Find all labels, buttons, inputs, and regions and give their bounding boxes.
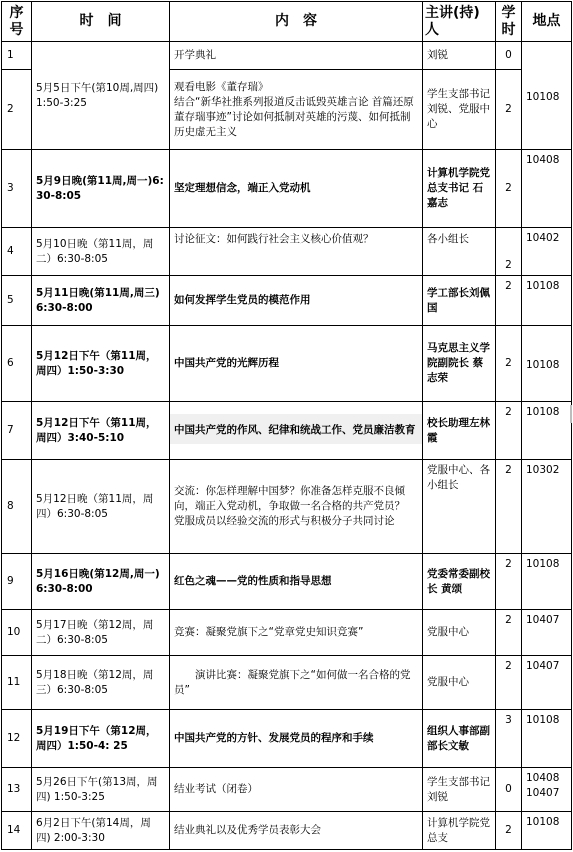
row-hours: 2 [496, 812, 522, 850]
row-time: 5月12日下午（第11周，周四）1:50-3:30 [32, 326, 170, 402]
row-hours: 2 [496, 554, 522, 610]
row-time: 5月11日晚(第11周,周三)6:30-8:00 [32, 276, 170, 326]
row-hours: 2 [496, 402, 522, 460]
row-no: 8 [2, 460, 32, 554]
row-content: 中国共产党的作风、纪律和统战工作、党员廉洁教育 [170, 402, 423, 460]
row-content: 坚定理想信念，端正入党动机 [170, 150, 423, 228]
row-place: 10108 [522, 42, 572, 150]
row-no: 7 [2, 402, 32, 460]
row-time: 6月2日下午(第14周，周四) 2:00-3:30 [32, 812, 170, 850]
row-no: 6 [2, 326, 32, 402]
row-no: 3 [2, 150, 32, 228]
table-row [2, 710, 572, 768]
row-place: 10108 [522, 812, 572, 850]
row-content: 观看电影《董存瑞》 结合“新华社推系列报道反击诋毁英雄言论 首篇还原董存瑞事迹”讨论如何抵制对英雄的污蔑、如何抵制历史虚无主义 [170, 70, 423, 150]
table-row [2, 460, 572, 554]
row-place: 10302 [522, 460, 572, 554]
row-content: 中国共产党的光辉历程 [170, 326, 423, 402]
table-row [2, 276, 572, 326]
table-row [2, 150, 572, 228]
row-place: 10407 [522, 656, 572, 710]
row-no: 10 [2, 610, 32, 656]
row-content: 讨论征文：如何践行社会主义核心价值观？ [170, 228, 423, 276]
header-no: 序号 [2, 2, 32, 42]
row-no: 11 [2, 656, 32, 710]
row-speaker: 计算机学院党总支书记 石嘉志 [423, 150, 496, 228]
row-time: 5月16日晚(第12周,周一) 6:30-8:00 [32, 554, 170, 610]
row-speaker: 刘锐 [423, 42, 496, 70]
row-speaker: 组织人事部副部长文敏 [423, 710, 496, 768]
row-place: 10108 [522, 710, 572, 768]
row-content: 结业考试（闭卷） [170, 768, 423, 812]
row-speaker: 学工部长刘佩国 [423, 276, 496, 326]
table-row [2, 42, 572, 70]
row-no: 12 [2, 710, 32, 768]
row-place: 10402 [522, 228, 572, 276]
row-hours: 2 [496, 150, 522, 228]
table-row [2, 656, 572, 710]
row-hours: 2 [496, 276, 522, 326]
row-place: 10108 [522, 554, 572, 610]
row-speaker: 学生支部书记刘锐、党服中心 [423, 70, 496, 150]
header-row [2, 2, 572, 42]
header-content: 内 容 [170, 2, 423, 42]
row-no: 14 [2, 812, 32, 850]
header-time: 时 间 [32, 2, 170, 42]
row-place: 10408 [522, 150, 572, 228]
row-place: 10408 10407 [522, 768, 572, 812]
row-content: 开学典礼 [170, 42, 423, 70]
row-hours: 2 [496, 326, 522, 402]
row-speaker: 校长助理左林霞 [423, 402, 496, 460]
row-no: 4 [2, 228, 32, 276]
table-row [2, 812, 572, 850]
row-hours: 2 [496, 228, 522, 276]
row-content: 演讲比赛：凝聚党旗下之“如何做一名合格的党员” [170, 656, 423, 710]
row-place: 10108 [522, 402, 572, 460]
row-time: 5月12日下午（第11周，周四）3:40-5:10 [32, 402, 170, 460]
row-content: 如何发挥学生党员的模范作用 [170, 276, 423, 326]
row-speaker: 学生支部书记刘锐 [423, 768, 496, 812]
row-time: 5月26日下午(第13周，周四) 1:50-3:25 [32, 768, 170, 812]
row-hours: 0 [496, 42, 522, 70]
row-content: 结业典礼以及优秀学员表彰大会 [170, 812, 423, 850]
table-row [2, 768, 572, 812]
row-speaker: 党服中心 [423, 656, 496, 710]
row-content: 竞赛：凝聚党旗下之“党章党史知识竞赛” [170, 610, 423, 656]
table-row [2, 402, 572, 460]
row-content: 中国共产党的方针、发展党员的程序和手续 [170, 710, 423, 768]
row-no: 2 [2, 70, 32, 150]
row-speaker: 党服中心、各小组长 [423, 460, 496, 554]
row-no: 9 [2, 554, 32, 610]
row-no: 13 [2, 768, 32, 812]
row-time: 5月18日晚（第12周，周三）6:30-8:05 [32, 656, 170, 710]
header-speaker: 主讲(持)人 [423, 2, 496, 42]
row-no: 5 [2, 276, 32, 326]
table-row [2, 610, 572, 656]
row-hours: 2 [496, 70, 522, 150]
row-hours: 3 [496, 710, 522, 768]
row-time: 5月9日晚(第11周,周一)6:30-8:05 [32, 150, 170, 228]
row-hours: 2 [496, 610, 522, 656]
row-content: 交流：你怎样理解中国梦？你准备怎样克服不良倾向，端正入党动机，争取做一名合格的共产党员？ 党服成员以经验交流的形式与积极分子共同讨论 [170, 460, 423, 554]
table-row [2, 326, 572, 402]
page-edge-marker [570, 405, 572, 423]
row-time: 5月5日下午(第10周,周四) 1:50-3:25 [32, 42, 170, 150]
row-time: 5月10日晚（第11周，周二）6:30-8:05 [32, 228, 170, 276]
row-content: 红色之魂——党的性质和指导思想 [170, 554, 423, 610]
table-row [2, 554, 572, 610]
row-time: 5月19日下午（第12周，周四）1:50-4: 25 [32, 710, 170, 768]
header-hours: 学时 [496, 2, 522, 42]
row-hours: 2 [496, 460, 522, 554]
row-hours: 2 [496, 656, 522, 710]
row-speaker: 各小组长 [423, 228, 496, 276]
table-row [2, 228, 572, 276]
row-no: 1 [2, 42, 32, 70]
row-place: 10407 [522, 610, 572, 656]
row-speaker: 党服中心 [423, 610, 496, 656]
row-speaker: 计算机学院党总支 [423, 812, 496, 850]
row-time: 5月12日晚（第11周，周四）6:30-8:05 [32, 460, 170, 554]
row-place: 10108 [522, 326, 572, 402]
row-speaker: 党委常委副校长 黄颂 [423, 554, 496, 610]
row-speaker: 马克思主义学院副院长 蔡志荣 [423, 326, 496, 402]
row-hours: 0 [496, 768, 522, 812]
row-place: 10108 [522, 276, 572, 326]
schedule-table [1, 1, 572, 850]
row-time: 5月17日晚（第12周，周二）6:30-8:05 [32, 610, 170, 656]
header-place: 地点 [522, 2, 572, 42]
